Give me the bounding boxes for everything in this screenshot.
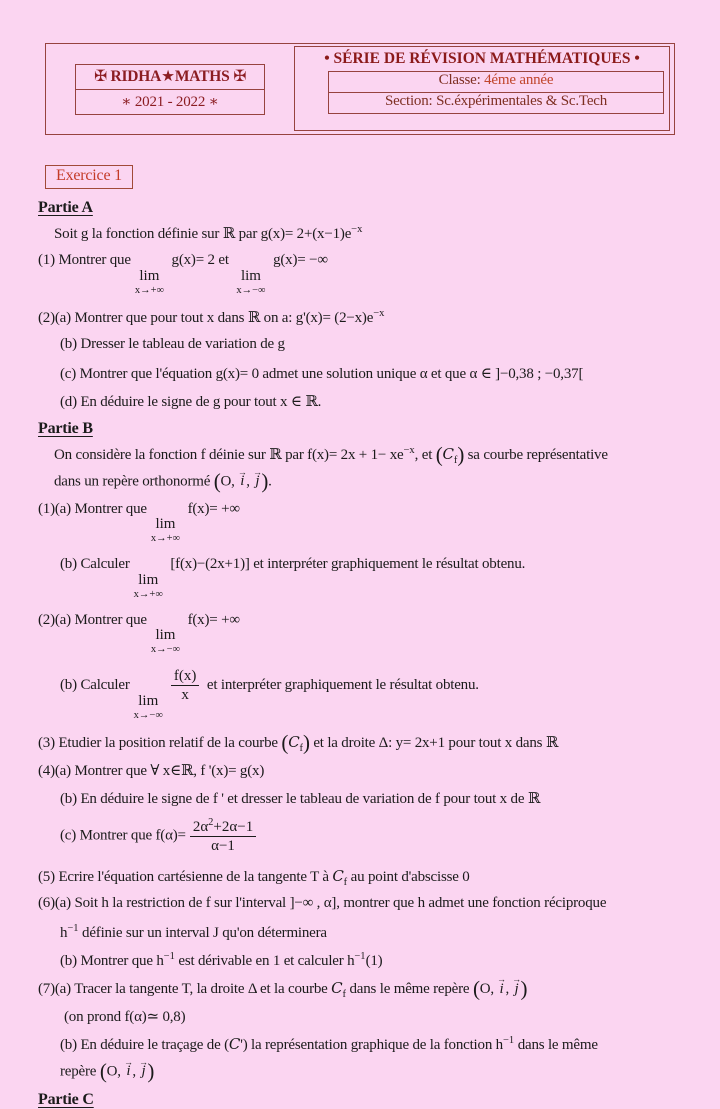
line-b-intro1 (38, 442, 702, 467)
vector-j: → j (515, 981, 519, 998)
line-a-q2a (38, 308, 702, 329)
sub-f: f (342, 988, 346, 1000)
left-paren: ( (99, 1058, 107, 1083)
origin-o: O, (479, 980, 498, 997)
text-segment: h (60, 924, 68, 941)
lim-word: lim (139, 267, 160, 284)
text-segment: (2)(a) Montrer que pour tout x dans ℝ on a: g'(x)= (2−x)e (38, 309, 374, 326)
vector-j: → j (255, 473, 259, 490)
lim-sub: x→+∞ (150, 533, 181, 545)
line-a-q1 (38, 252, 702, 296)
text-segment: (1)(a) Montrer que (38, 500, 147, 517)
lim-word: lim (155, 627, 176, 644)
left-paren: ( (281, 730, 289, 755)
comma: , (132, 1063, 140, 1079)
left-paren: ( (472, 976, 480, 1001)
text-segment: dans un repère orthonormé (54, 473, 214, 489)
classe-value: 4éme année (484, 72, 554, 88)
script-c: C (442, 444, 454, 463)
exponent: −1 (67, 922, 79, 934)
limit-x-minus-inf (151, 628, 180, 655)
page (0, 43, 720, 1108)
text-segment: (c) Montrer que l'équation g(x)= 0 admet une solution unique α et que α ∈ ]−0,38 ; −0,37[ (60, 365, 584, 382)
text-segment: définie sur un interval J qu'on déterminera (78, 924, 327, 941)
series-title: • SÉRIE DE RÉVISION MATHÉMATIQUES • (324, 50, 640, 67)
text-segment: (b) Calculer (60, 677, 130, 693)
limit-x-minus-inf (236, 269, 265, 296)
text-segment: f(x)= +∞ (184, 500, 240, 517)
left-paren: ( (435, 442, 443, 467)
section-value: Sc.éxpérimentales & Sc.Tech (436, 93, 608, 109)
line-b-q7a2 (38, 1007, 702, 1028)
text-segment: , et (414, 446, 436, 463)
line-b-intro2 (38, 468, 702, 494)
text-segment: (7)(a) Tracer la tangente T, la droite Δ et la courbe (38, 980, 332, 997)
text-segment: (1) (365, 952, 383, 969)
limit-x-minus-inf (134, 694, 163, 721)
fraction-denominator: α−1 (211, 837, 235, 854)
text-segment: et la droite Δ: y= 2x+1 pour tout x dans ℝ (309, 734, 559, 751)
text-segment: g(x)= −∞ (269, 252, 328, 268)
exercise-badge: Exercice 1 (45, 165, 133, 189)
text-segment: (4)(a) Montrer que ∀ x∈ℝ, f '(x)= g(x) (38, 762, 265, 779)
origin-o: O, (106, 1063, 125, 1079)
vector-i: → i (240, 473, 244, 490)
text-segment: (b) En déduire le signe de f ' et dresser le tableau de variation de f pour tout x de ℝ (60, 790, 541, 807)
text-segment: est dérivable en 1 et calculer h (174, 952, 355, 969)
text-segment: dans le même repère (345, 980, 473, 997)
lim-sub: x→+∞ (133, 588, 163, 600)
fraction-numerator (190, 817, 256, 837)
vector-j: → j (141, 1063, 145, 1080)
lim-sub: x→+∞ (134, 284, 164, 296)
partie-b-heading: Partie B (38, 419, 93, 437)
exponent: −x (373, 307, 385, 319)
limit-x-plus-inf (135, 269, 164, 296)
sub-f: f (453, 454, 458, 466)
line-b-q2b (38, 667, 702, 720)
brand-cell (46, 44, 294, 134)
text-segment: g(x)= 2 et (167, 252, 233, 268)
classe-row (329, 72, 663, 92)
vector-i: → i (126, 1063, 130, 1080)
line-b-q2a (38, 612, 702, 656)
line-b-q4b (38, 789, 702, 810)
header-box (45, 43, 675, 135)
sub-f: f (343, 876, 348, 888)
right-paren: ) (261, 468, 269, 493)
line-b-q6a2 (38, 923, 702, 944)
brand-year: ∗ 2021 - 2022 ∗ (121, 93, 219, 110)
brand-table (75, 64, 265, 115)
line-b-q4a (38, 761, 702, 782)
classe-label: Classe: (438, 72, 485, 88)
text-segment: 2α (192, 818, 209, 835)
lim-sub: x→−∞ (236, 284, 266, 296)
section-label: Section: (384, 93, 437, 109)
section-row (329, 92, 663, 113)
text-segment: et interpréter graphiquement le résultat obtenu. (203, 677, 479, 693)
text-segment: ') la représentation graphique de la fonction h (240, 1036, 503, 1053)
comma: , (246, 473, 254, 489)
exponent: −x (351, 224, 363, 235)
text-segment: (1) Montrer que (38, 252, 131, 268)
text-segment: repère (60, 1063, 100, 1079)
partie-a-heading: Partie A (38, 199, 93, 216)
text-segment: (3) Etudier la position relatif de la courbe (38, 734, 282, 751)
exponent: −1 (354, 950, 366, 962)
series-box (294, 46, 670, 131)
script-c: C (332, 866, 344, 885)
text-segment: dans le même (514, 1036, 598, 1053)
line-b-q3 (38, 730, 702, 755)
text-segment: (on prond f(α)≃ 0,8) (64, 1008, 186, 1025)
text-segment: sa courbe représentative (464, 446, 608, 463)
right-paren: ) (457, 442, 465, 467)
document-body (0, 135, 720, 1109)
script-c: C (331, 978, 343, 997)
text-segment: (d) En déduire le signe de g pour tout x ∈ ℝ. (60, 393, 322, 410)
line-a-q2c (38, 364, 702, 385)
line-a-q2b (38, 336, 702, 357)
script-c: C (228, 1034, 241, 1053)
text-segment: (6)(a) Soit h la restriction de f sur l'interval ]−∞ , α], montrer que h admet une fonction réciproque (38, 894, 607, 911)
partie-c-heading: Partie C (38, 1090, 94, 1108)
text-segment: (2)(a) Montrer que (38, 611, 147, 628)
exponent: −x (403, 444, 415, 456)
text-segment: (b) Montrer que h (60, 952, 164, 969)
sub-f: f (299, 742, 303, 754)
script-c: C (288, 732, 300, 751)
right-paren: ) (303, 730, 310, 755)
limit-x-plus-inf (134, 573, 163, 600)
text-segment: au point d'abscisse 0 (347, 868, 470, 885)
line-b-q7b2 (38, 1058, 702, 1084)
vector-i: → i (499, 981, 503, 998)
fraction-fx-over-x (171, 667, 200, 704)
lim-word: lim (138, 571, 159, 588)
text-segment: (c) Montrer que f(α)= (60, 826, 186, 843)
lim-sub: x→−∞ (150, 644, 181, 656)
lim-word: lim (138, 692, 159, 709)
fraction-numerator: f(x) (171, 667, 200, 686)
line-b-q5 (38, 867, 702, 888)
exponent: 2 (208, 816, 214, 828)
line-b-q6a (38, 895, 702, 916)
line-b-q4c (38, 817, 702, 855)
text-segment: f(x)= +∞ (184, 611, 240, 628)
lim-word: lim (240, 267, 261, 284)
text-segment: [f(x)−(2x+1)] et interpréter graphiquement le résultat obtenu. (166, 556, 526, 573)
fraction-f-alpha (190, 817, 256, 855)
limit-x-plus-inf (151, 517, 180, 544)
text-segment: (b) Dresser le tableau de variation de g (60, 335, 285, 352)
header-right-cell (294, 44, 674, 134)
brand-title: ✠ RIDHA★MATHS ✠ (76, 65, 264, 90)
text-segment: Soit g la fonction définie sur ℝ par g(x)= 2+(x−1)e (54, 226, 352, 242)
line-b-q1b (38, 556, 702, 600)
origin-o: O, (220, 473, 239, 489)
text-segment: (b) En déduire le traçage de ( (60, 1036, 229, 1053)
exponent: −1 (163, 950, 175, 962)
text-segment: +2α−1 (213, 818, 254, 835)
line-b-q7b (38, 1035, 702, 1056)
class-section-table (328, 71, 664, 114)
line-a-q2d (38, 392, 702, 413)
lim-sub: x→−∞ (133, 709, 163, 721)
text-segment: (b) Calculer (60, 556, 130, 573)
text-segment: (5) Ecrire l'équation cartésienne de la tangente T à (38, 868, 333, 885)
exponent: −1 (502, 1034, 515, 1046)
line-a-intro (38, 224, 702, 245)
line-b-q1a (38, 501, 702, 545)
period: . (268, 473, 272, 489)
comma: , (505, 980, 513, 997)
lim-word: lim (155, 516, 176, 533)
right-paren: ) (147, 1058, 155, 1083)
line-b-q7a (38, 976, 702, 1001)
left-paren: ( (213, 468, 221, 493)
right-paren: ) (520, 976, 528, 1001)
text-segment: On considère la fonction f déinie sur ℝ par f(x)= 2x + 1− xe (54, 446, 404, 463)
fraction-denominator: x (181, 687, 189, 704)
line-b-q6b (38, 951, 702, 972)
